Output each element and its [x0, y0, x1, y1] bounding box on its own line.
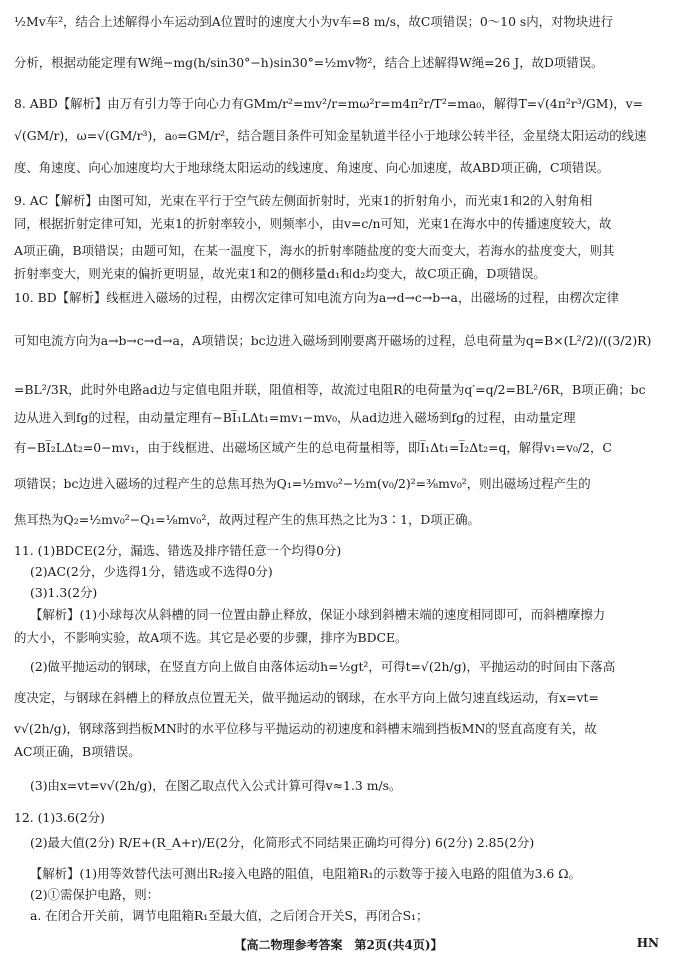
text-line: v√(2h/g)，钢球落到挡板MN时的水平位移与平抛运动的初速度和斜槽末端到挡板MN的竖直高度有关，故 — [14, 721, 597, 736]
text-line: (2)AC(2分，少选得1分，错选或不选得0分) — [30, 564, 273, 579]
text-line: (2)①需保护电路，则： — [30, 887, 160, 902]
text-line: 折射率变大，则光束的偏折更明显，故光束1和2的侧移量d₁和d₂均变大，故C项正确，D项错误。 — [14, 266, 546, 281]
text-line: a. 在闭合开关前，调节电阻箱R₁至最大值，之后闭合开关S，再闭合S₁； — [30, 908, 429, 923]
text-line: ½Mv车²，结合上述解得小车运动到A位置时的速度大小为v车=8 m/s，故C项错误；0～10 s内，对物块进行 — [14, 14, 613, 29]
answer-9-line: 9. AC【解析】由图可知，光束在平行于空气砖左侧面折射时，光束1的折射角小，而光束1和2的入射角相 — [14, 193, 593, 208]
text-line: 【解析】(1)用等效替代法可测出R₂接入电路的阻值，电阻箱R₁的示数等于接入电路的阻值为3.6 Ω。 — [30, 866, 581, 881]
text-line: 同，根据折射定律可知，光束1的折射率较小，则频率小，由v=c/n可知，光束1在海水中的传播速度较大，故 — [14, 216, 612, 231]
page-footer — [0, 936, 677, 956]
answer-11-line: 11. (1)BDCE(2分，漏选、错选及排序错任意一个均得0分) — [14, 543, 342, 558]
text-line: =BL²/3R，此时外电路ad边与定值电阻并联，阻值相等，故流过电阻R的电荷量为q′=q/2=BL²/6R，B项正确；bc — [14, 382, 646, 397]
text-line: (2)做平抛运动的钢球，在竖直方向上做自由落体运动h=½gt²，可得t=√(2h/g)，平抛运动的时间由下落高 — [30, 659, 616, 674]
text-line: √(GM/r)，ω=√(GM/r³)，a₀=GM/r²，结合题目条件可知金星轨道半径小于地球公转半径，金星绕太阳运动的线速 — [14, 128, 647, 143]
text-line: 度、角速度、向心加速度均大于地球绕太阳运动的线速度、角速度、向心加速度，故ABD项正确，C项错误。 — [14, 160, 610, 175]
text-line: 分析，根据动能定理有W绳−mg(h/sin30°−h)sin30°=½mv物²，结合上述解得W绳=26 J，故D项错误。 — [14, 55, 604, 70]
text-line: AC项正确，B项错误。 — [14, 744, 141, 759]
text-line: 的大小，不影响实验，故A项不选。其它是必要的步骤，排序为BDCE。 — [14, 630, 408, 645]
footer-code: HN — [636, 936, 659, 950]
text-line: A项正确，B项错误；由题可知，在某一温度下，海水的折射率随盐度的变大而变大，若海水的盐度变大，则其 — [14, 243, 615, 258]
text-line: 有−BI̅₂LΔt₂=0−mv₁，由于线框进、出磁场区域产生的总电荷量相等，即I̅₁Δt₁=I̅₂Δt₂=q，解得v₁=v₀/2，C — [14, 440, 612, 455]
text-line: 项错误；bc边进入磁场的过程产生的总焦耳热为Q₁=½mv₀²−½m(v₀/2)²=⅜mv₀²，则出磁场过程产生的 — [14, 476, 591, 491]
text-line: 【解析】(1)小球每次从斜槽的同一位置由静止释放，保证小球到斜槽末端的速度相同即可，而斜槽摩擦力 — [30, 607, 606, 622]
text-line: 度决定，与钢球在斜槽上的释放点位置无关，做平抛运动的钢球，在水平方向上做匀速直线运动，有x=vt= — [14, 690, 599, 705]
text-line: 可知电流方向为a→b→c→d→a，A项错误；bc边进入磁场到刚要离开磁场的过程，总电荷量为q=B×(L²/2)/((3/2)R) — [14, 333, 652, 348]
answer-10-line: 10. BD【解析】线框进入磁场的过程，由楞次定律可知电流方向为a→d→c→b→a，出磁场的过程，由楞次定律 — [14, 290, 620, 305]
text-line: (2)最大值(2分) R/E+(R_A+r)/E(2分，化简形式不同结果正确均可得分) 6(2分) 2.85(2分) — [30, 835, 535, 850]
answer-12-line: 12. (1)3.6(2分) — [14, 810, 105, 825]
answer-8-line: 8. ABD【解析】由万有引力等于向心力有GMm/r²=mv²/r=mω²r=m4π²r/T²=ma₀，解得T=√(4π²r³/GM)，v= — [14, 96, 644, 111]
text-line: (3)1.3(2分) — [30, 585, 98, 600]
footer-title: 【高二物理参考答案 第2页(共4页)】 — [234, 938, 443, 952]
text-line: 边从进入到fg的过程，由动量定理有−BI̅₁LΔt₁=mv₁−mv₀，从ad边进入磁场到fg的过程，由动量定理 — [14, 410, 576, 425]
text-line: (3)由x=vt=v√(2h/g)，在图乙取点代入公式计算可得v≈1.3 m/s。 — [30, 778, 402, 793]
text-line: 焦耳热为Q₂=½mv₀²−Q₁=⅛mv₀²，故两过程产生的焦耳热之比为3∶1，D项正确。 — [14, 512, 480, 527]
